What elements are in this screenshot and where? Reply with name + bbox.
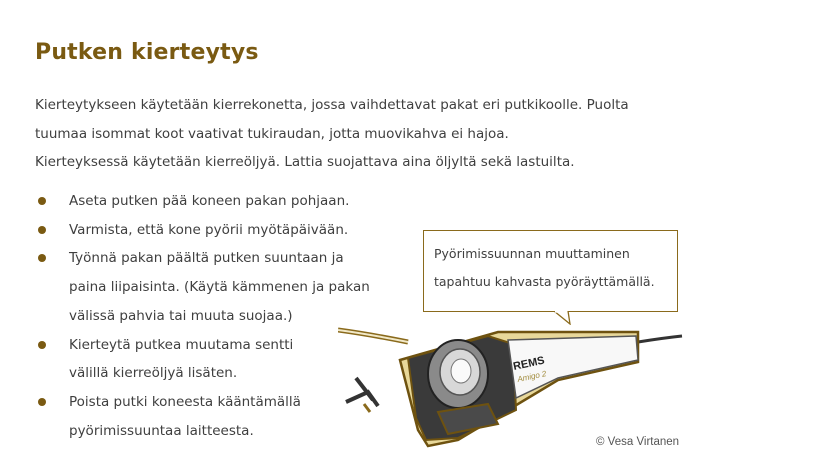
list-item-line: Kierteytä putkea muutama sentti: [69, 336, 294, 353]
bullet-dot-icon: [38, 197, 46, 205]
list-item-line: Työnnä pakan päältä putken suuntaan ja: [69, 250, 344, 267]
image-credit: © Vesa Virtanen: [596, 436, 680, 448]
intro-line-3: Kierteyksessä käytetään kierreöljyä. Lattia suojattava aina öljyltä sekä lastuilta.: [35, 154, 575, 170]
callout-line-1: Pyörimissuunnan muuttaminen: [434, 246, 630, 261]
intro-line-2: tuumaa isommat koot vaativat tukiraudan, jotta muovikahva ei hajoa.: [35, 125, 509, 142]
slide-title: Putken kierteytys: [35, 40, 259, 65]
bullet-dot-icon: [38, 398, 46, 406]
machine-model-label: Amigo 2: [516, 369, 548, 384]
list-item-line: välissä pahvia tai muuta suojaa.): [69, 307, 293, 324]
list-item-line: paina liipaisinta. (Käytä kämmenen ja pakan: [69, 279, 370, 296]
machine-brand-label: REMS: [512, 354, 546, 373]
intro-line-1: Kierteytykseen käytetään kierrekonetta, jossa vaihdettavat pakat eri putkikoolle. Puolta: [35, 97, 629, 113]
list-item-line: Aseta putken pää koneen pakan pohjaan.: [69, 193, 350, 209]
list-item: [35, 187, 395, 216]
bullet-dot-icon: [38, 341, 46, 349]
list-item-line: välillä kierreöljyä lisäten.: [69, 365, 238, 382]
list-item-line: Poista putki koneesta kääntämällä: [69, 393, 301, 410]
bullet-dot-icon: [38, 226, 46, 234]
list-item: [35, 216, 395, 245]
list-item-line: Varmista, että kone pyörii myötäpäivään.: [69, 221, 349, 238]
intro-text: [35, 91, 685, 177]
pipe-threading-machine-image: [338, 300, 683, 450]
bullet-dot-icon: [38, 254, 46, 262]
callout-line-2: tapahtuu kahvasta pyöräyttämällä.: [434, 274, 655, 289]
list-item-line: pyörimissuuntaa laitteesta.: [69, 422, 254, 439]
